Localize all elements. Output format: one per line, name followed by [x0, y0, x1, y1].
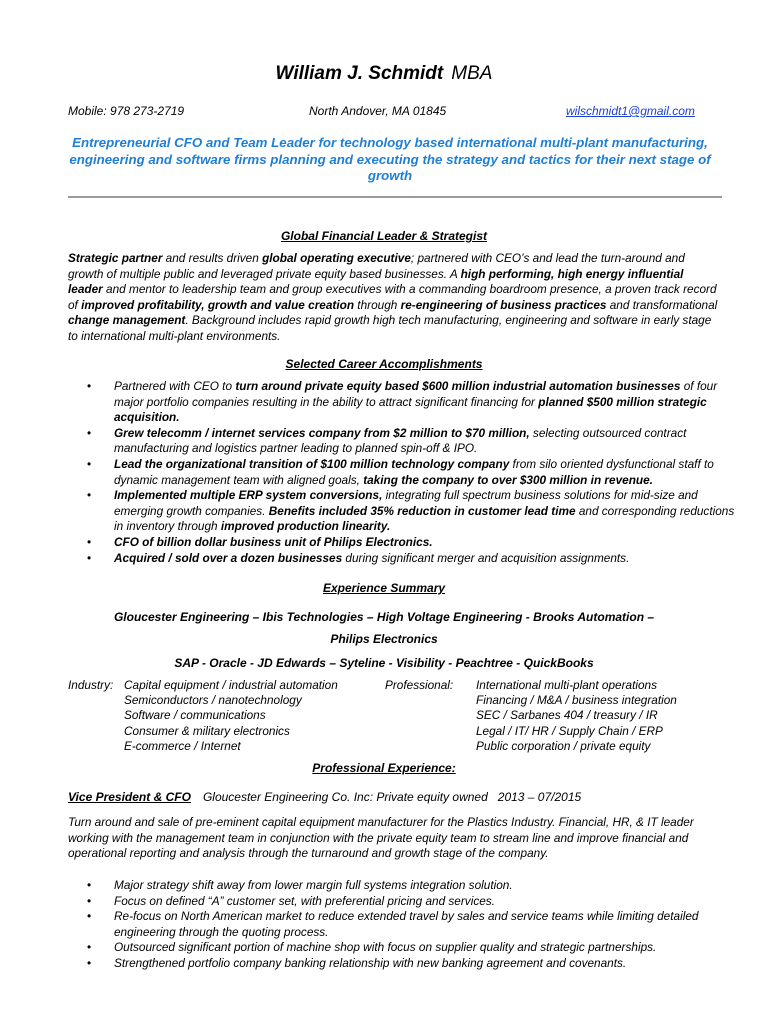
industry-list: [124, 678, 384, 754]
job-bullet-item: • Major strategy shift away from lower margin full systems integration solution.: [68, 878, 736, 894]
systems-line: SAP - Oracle - JD Edwards – Syteline - Visibility - Peachtree - QuickBooks: [174, 656, 594, 670]
accomplishment-item: [68, 535, 736, 551]
emphasis-text: change management: [68, 313, 186, 328]
professional-item: Financing / M&A / business integration: [476, 693, 677, 708]
professional-item: International multi-plant operations: [476, 678, 657, 692]
body-text: and corresponding reductions in inventory through: [114, 503, 735, 534]
job-bullets-list: [68, 878, 736, 972]
emphasis-text: Benefits included 35% reduction in customer lead time: [268, 503, 576, 518]
accomplishments-list: [68, 379, 736, 566]
body-text: Partnered with CEO to: [114, 379, 236, 393]
body-text: of four major portfolio companies resulting in the ability to attract significant financing for: [114, 379, 718, 409]
job-title: Vice President & CFO: [68, 790, 191, 804]
body-text: ; partnered with CEO’s and lead the turn-around and growth of multiple public and leveraged private equity based businesses. A: [68, 251, 685, 281]
body-text: through: [354, 297, 401, 312]
body-text: . Background includes rapid growth high tech manufacturing, engineering and software in early stage to international multi-plant environments.: [68, 313, 712, 343]
accomplishment-item: [68, 426, 736, 457]
job-company: Gloucester Engineering Co. Inc: Private equity owned: [202, 790, 488, 804]
experience-summary-title: Experience Summary: [322, 581, 446, 595]
emphasis-text: high performing, high energy influential leader: [68, 266, 684, 297]
companies-line-2: Philips Electronics: [330, 632, 438, 646]
candidate-name: William J. Schmidt: [275, 63, 444, 84]
professional-label: Professional:: [385, 678, 454, 692]
summary-paragraph: [68, 251, 720, 345]
email-link[interactable]: wilschmidt1@gmail.com: [566, 104, 695, 118]
candidate-name-heading: [0, 63, 768, 85]
job-dates: 2013 – 07/2015: [497, 790, 582, 804]
accomplishments-title: Selected Career Accomplishments: [285, 357, 483, 371]
location: North Andover, MA 01845: [309, 104, 447, 118]
accomplishment-item: [68, 379, 736, 426]
professional-list: [476, 678, 736, 754]
body-text: during significant merger and acquisition assignments.: [342, 550, 630, 565]
industry-item: Software / communications: [124, 708, 266, 723]
body-text: selecting outsourced contract manufacturing and logistics partner leading to planned spin-off & IPO.: [114, 425, 687, 456]
body-text: from silo oriented dysfunctional staff to dynamic management team with aligned goals,: [114, 456, 714, 487]
emphasis-text: re-engineering of business practices: [400, 297, 607, 312]
job-bullet-item: • Re-focus on North American market to reduce extended travel by sales and service teams while limiting detailed engineering through the quoting process.: [68, 909, 736, 940]
emphasis-text: Acquired / sold over a dozen businesses: [114, 550, 343, 565]
industry-item: Consumer & military electronics: [124, 723, 290, 738]
summary-title: Global Financial Leader & Strategist: [280, 229, 488, 243]
emphasis-text: improved profitability, growth and value creation: [81, 297, 355, 312]
emphasis-text: Implemented multiple ERP system conversions,: [114, 488, 383, 503]
accomplishment-item: [68, 551, 736, 567]
accomplishment-item: [68, 488, 736, 535]
industry-item: Semiconductors / nanotechnology: [124, 693, 302, 708]
industry-item: Capital equipment / industrial automation: [124, 678, 338, 692]
job-header: [68, 790, 581, 804]
emphasis-text: CFO of billion dollar business unit of Philips Electronics.: [114, 534, 433, 549]
body-text: integrating full spectrum business solutions for mid-size and emerging growth companies.: [114, 488, 698, 518]
accomplishment-item: [68, 457, 736, 488]
professional-experience-title: Professional Experience:: [312, 761, 456, 775]
emphasis-text: global operating executive: [262, 251, 411, 265]
emphasis-text: Grew telecomm / internet services company from $2 million to $70 million,: [114, 425, 530, 440]
headline: Entrepreneurial CFO and Team Leader for technology based international multi-plant manufacturing, engineering and software firms planning and executing the strategy and tactics for their next stage of growth: [69, 135, 711, 183]
job-bullet-item: • Outsourced significant portion of machine shop with focus on supplier quality and strategic partnerships.: [68, 940, 736, 956]
divider-line: [68, 196, 722, 198]
emphasis-text: Lead the organizational transition of $100 million technology company: [114, 456, 510, 471]
emphasis-text: improved production linearity.: [220, 519, 391, 534]
mobile-number: Mobile: 978 273-2719: [68, 104, 185, 118]
emphasis-text: Strategic partner: [68, 251, 163, 265]
emphasis-text: turn around private equity based $600 million industrial automation businesses: [235, 379, 681, 393]
emphasis-text: taking the company to over $300 million in revenue.: [363, 472, 653, 487]
professional-item: SEC / Sarbanes 404 / treasury / IR: [476, 708, 658, 723]
candidate-credential: MBA: [451, 63, 493, 84]
body-text: and transformational: [606, 297, 718, 312]
job-bullet-item: • Strengthened portfolio company banking relationship with new banking agreement and covenants.: [68, 956, 736, 972]
job-description: Turn around and sale of pre-eminent capital equipment manufacturer for the Plastics Industry. Financial, HR, & IT leader working with the management team in conjunction with the private equity team to stream line and improve financial and operational reporting and analysis through the turnaround and growth stage of the company.: [68, 815, 694, 861]
companies-line-1: Gloucester Engineering – Ibis Technologies – High Voltage Engineering - Brooks Automation –: [113, 610, 655, 624]
professional-item: Public corporation / private equity: [476, 738, 651, 753]
emphasis-text: planned $500 million strategic acquisition.: [114, 394, 707, 425]
industry-label: Industry:: [68, 678, 114, 692]
body-text: and mentor to leadership team and group executives with a commanding boardroom presence, a proven track record of: [68, 282, 717, 312]
body-text: and results driven: [162, 251, 263, 265]
job-bullet-item: • Focus on defined “A” customer set, with preferential pricing and services.: [68, 894, 736, 910]
professional-item: Legal / IT/ HR / Supply Chain / ERP: [476, 723, 663, 738]
industry-item: E-commerce / Internet: [124, 738, 241, 753]
